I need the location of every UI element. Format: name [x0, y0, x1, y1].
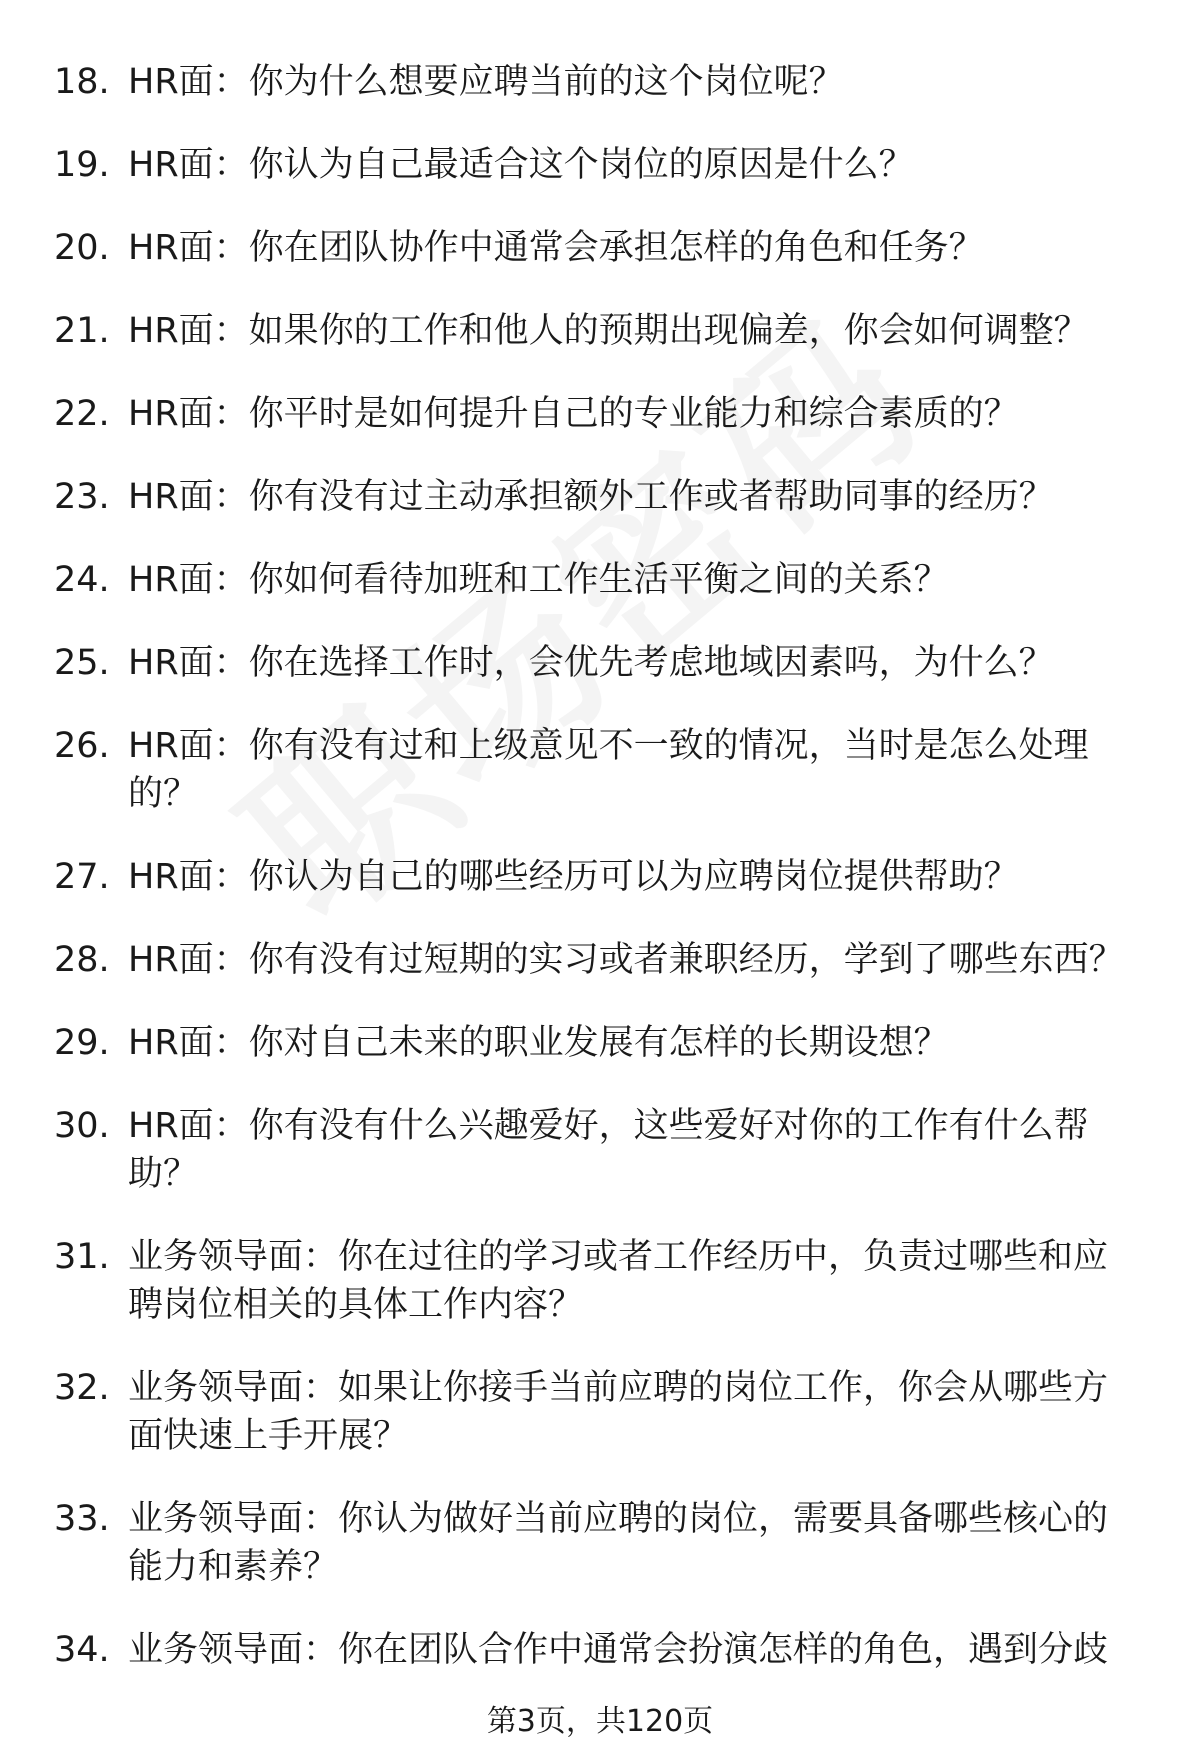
question-text: HR面：你有没有过短期的实习或者兼职经历，学到了哪些东西？: [128, 940, 1124, 980]
question-item: [0, 307, 1200, 355]
question-number: 25.: [54, 643, 110, 683]
question-item: [0, 639, 1200, 687]
question-number: 33.: [54, 1499, 110, 1539]
question-number: 32.: [54, 1368, 110, 1408]
question-text: HR面：如果你的工作和他人的预期出现偏差，你会如何调整？: [128, 311, 1089, 351]
question-number: 24.: [54, 560, 110, 600]
question-list: [0, 58, 1200, 1709]
question-number: 26.: [54, 726, 110, 766]
question-number: 29.: [54, 1023, 110, 1063]
question-item: [0, 473, 1200, 521]
question-text: 业务领导面：你在团队合作中通常会扮演怎样的角色，遇到分歧: [128, 1630, 1109, 1670]
question-item: [0, 1233, 1200, 1329]
question-text: 业务领导面：你认为做好当前应聘的岗位，需要具备哪些核心的能力和素养？: [128, 1499, 1109, 1587]
question-item: [0, 1364, 1200, 1460]
question-number: 34.: [54, 1630, 110, 1670]
question-item: [0, 224, 1200, 272]
question-item: [0, 58, 1200, 106]
question-number: 19.: [54, 145, 110, 185]
question-item: [0, 1019, 1200, 1067]
question-text: HR面：你在选择工作时，会优先考虑地域因素吗，为什么？: [128, 643, 1054, 683]
question-item: [0, 1626, 1200, 1674]
question-item: [0, 853, 1200, 901]
question-number: 31.: [54, 1237, 110, 1277]
question-number: 22.: [54, 394, 110, 434]
question-text: HR面：你在团队协作中通常会承担怎样的角色和任务？: [128, 228, 984, 268]
question-text: 业务领导面：你在过往的学习或者工作经历中，负责过哪些和应聘岗位相关的具体工作内容？: [128, 1237, 1109, 1325]
question-item: [0, 936, 1200, 984]
question-item: [0, 1495, 1200, 1591]
question-text: HR面：你平时是如何提升自己的专业能力和综合素质的？: [128, 394, 1019, 434]
question-text: 业务领导面：如果让你接手当前应聘的岗位工作，你会从哪些方面快速上手开展？: [128, 1368, 1109, 1456]
question-item: [0, 390, 1200, 438]
question-item: [0, 141, 1200, 189]
question-text: HR面：你有没有什么兴趣爱好，这些爱好对你的工作有什么帮助？: [128, 1106, 1089, 1194]
question-number: 27.: [54, 857, 110, 897]
question-text: HR面：你为什么想要应聘当前的这个岗位呢？: [128, 62, 844, 102]
question-text: HR面：你有没有过和上级意见不一致的情况，当时是怎么处理的？: [128, 726, 1089, 814]
question-number: 30.: [54, 1106, 110, 1146]
question-number: 20.: [54, 228, 110, 268]
question-text: HR面：你如何看待加班和工作生活平衡之间的关系？: [128, 560, 949, 600]
page-footer: 第3页，共120页: [486, 1704, 714, 1739]
question-item: [0, 722, 1200, 818]
question-text: HR面：你认为自己的哪些经历可以为应聘岗位提供帮助？: [128, 857, 1019, 897]
question-number: 18.: [54, 62, 110, 102]
question-text: HR面：你对自己未来的职业发展有怎样的长期设想？: [128, 1023, 949, 1063]
question-number: 21.: [54, 311, 110, 351]
question-number: 28.: [54, 940, 110, 980]
question-item: [0, 1102, 1200, 1198]
question-text: HR面：你认为自己最适合这个岗位的原因是什么？: [128, 145, 914, 185]
question-text: HR面：你有没有过主动承担额外工作或者帮助同事的经历？: [128, 477, 1054, 517]
question-item: [0, 556, 1200, 604]
question-number: 23.: [54, 477, 110, 517]
